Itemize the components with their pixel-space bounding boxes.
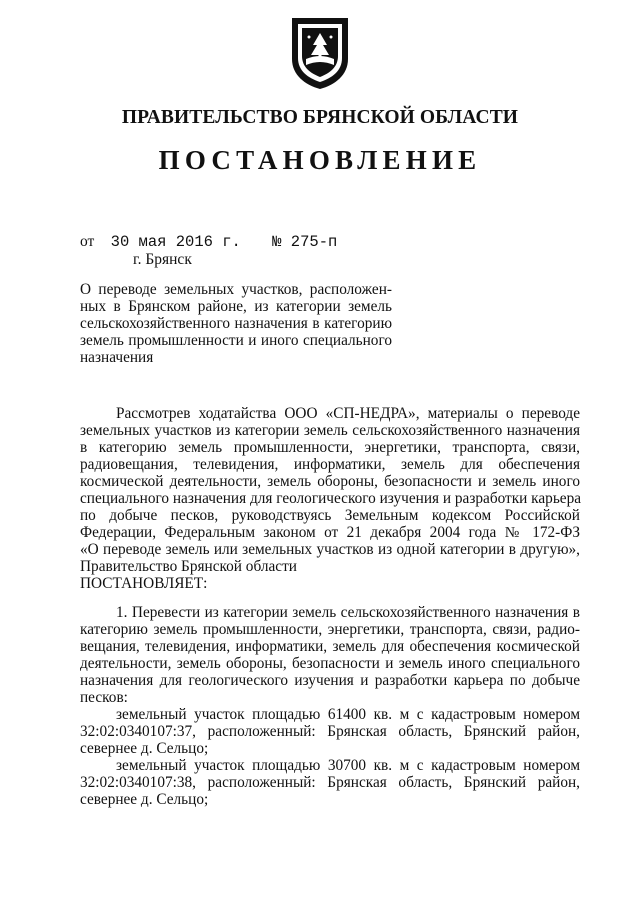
document-body <box>80 405 580 808</box>
preamble-line: Рассмотрев ходатайства ООО «СП-НЕДРА», материалы о переводе <box>116 405 580 422</box>
document-date: 30 мая 2016 г. <box>110 233 241 251</box>
item-1-line: категорию земель промышленности, энергетики, транспорта, связи, радио- <box>80 621 580 638</box>
plot-2-line: земельный участок площадью 30700 кв. м с кадастровым номером <box>116 757 580 774</box>
organization-name: ПРАВИТЕЛЬСТВО БРЯНСКОЙ ОБЛАСТИ <box>121 107 519 128</box>
subject-line: сельскохозяйственного назначения в категорию <box>80 315 392 332</box>
resolve-heading: ПОСТАНОВЛЯЕТ: <box>80 575 208 592</box>
item-1-line: песков: <box>80 689 128 706</box>
preamble-line: космической деятельности, земель обороны, безопасности и земель иного <box>80 473 580 490</box>
plot-1-line: 32:02:0340107:37, расположенный: Брянская область, Брянский район, <box>80 723 580 740</box>
document-subject <box>80 281 392 366</box>
preamble-line: Федерации, Федеральным законом от 21 декабря 2004 года № 172-ФЗ <box>80 524 580 541</box>
plot-1-line: земельный участок площадью 61400 кв. м с кадастровым номером <box>116 706 580 723</box>
item-1-line: вещания, телевидения, информатики, земель для обеспечения космической <box>80 638 580 655</box>
document-type-title: ПОСТАНОВЛЕНИЕ <box>158 145 482 175</box>
preamble-line: радиовещания, телевидения, информатики, земель для обеспечения <box>80 456 580 473</box>
plot-2-line: 32:02:0340107:38, расположенный: Брянская область, Брянский район, <box>80 774 580 791</box>
subject-line: О переводе земельных участков, расположен- <box>80 281 392 298</box>
document-city: г. Брянск <box>133 251 192 268</box>
plot-2-line: севернее д. Сельцо; <box>80 791 209 808</box>
preamble-line: земельных участков из категории земель сельскохозяйственного назначения <box>80 422 580 439</box>
document-number: № 275-п <box>272 233 338 251</box>
item-1-line: 1. Перевести из категории земель сельскохозяйственного назначения в <box>116 604 580 621</box>
item-1-line: назначения для геологического изучения и разработки карьера по добыче <box>80 672 580 689</box>
preamble-line: «О переводе земель или земельных участков из одной категории в другую», <box>80 541 580 558</box>
subject-line: ных в Брянском районе, из категории земель <box>80 298 392 315</box>
plot-1-line: севернее д. Сельцо; <box>80 740 209 757</box>
preamble-line: специального назначения для геологического изучения и разработки карьера <box>80 490 582 507</box>
date-prefix: от <box>80 233 95 250</box>
subject-line: назначения <box>80 349 154 366</box>
date-number-row <box>80 233 337 251</box>
coat-of-arms-emblem <box>289 15 351 91</box>
preamble-line: в категорию земель промышленности, энергетики, транспорта, связи, <box>80 439 580 456</box>
item-1-line: деятельности, земель обороны, безопасности и земель иного специального <box>80 655 580 672</box>
preamble-line: по добыче песков, руководствуясь Земельным кодексом Российской <box>80 507 580 524</box>
preamble-line: Правительство Брянской области <box>80 558 297 575</box>
subject-line: земель промышленности и иного специального <box>80 332 392 349</box>
